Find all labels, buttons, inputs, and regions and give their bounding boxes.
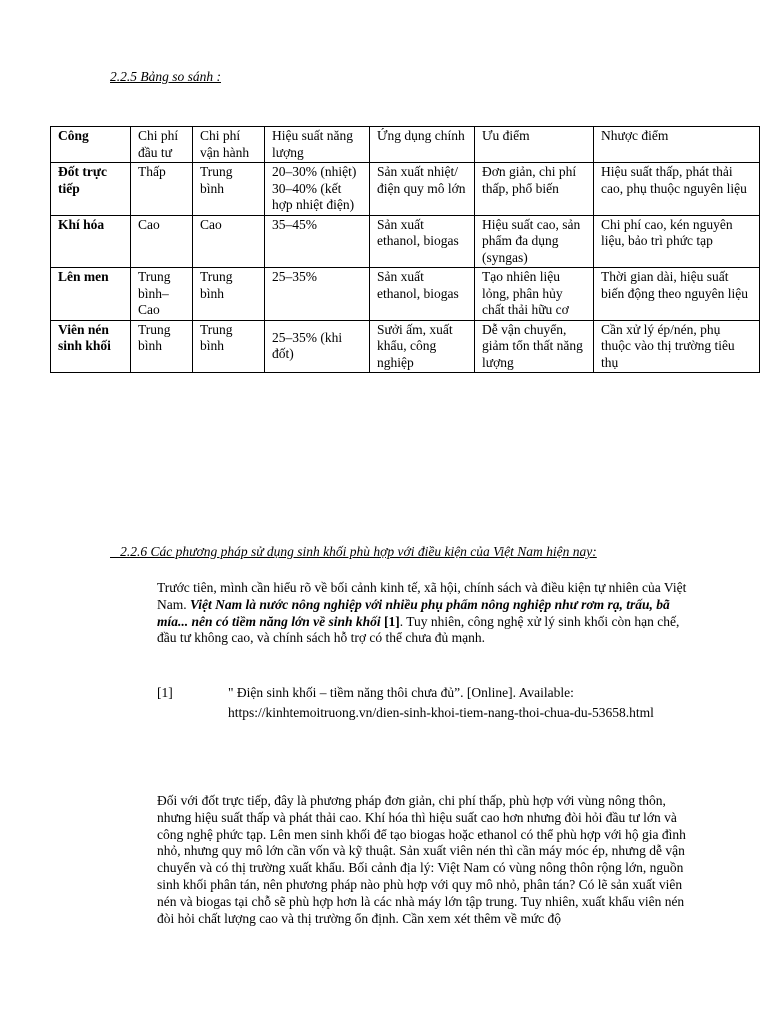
table-cell: Trung bình — [193, 268, 265, 321]
table-cell: Chi phí cao, kén nguyên liệu, bảo trì phức tạp — [594, 215, 760, 268]
section-heading-comparison: 2.2.5 Bảng so sánh : — [110, 69, 221, 84]
reference-text: " Điện sinh khối – tiềm năng thôi chưa đủ”. [Online]. Available: https://kinhtemoitruong.vn/dien-sinh-khoi-tiem-nang-thoi-chua-du-53658.html — [228, 685, 654, 720]
table-header-cell: Ứng dụng chính — [370, 127, 475, 163]
table-row — [51, 320, 760, 373]
table-cell: Sưởi ấm, xuất khẩu, công nghiệp — [370, 320, 475, 373]
table-cell: Đơn giản, chi phí thấp, phổ biến — [475, 163, 594, 216]
table-cell — [265, 163, 370, 216]
table-cell: Trung bình — [193, 163, 265, 216]
table-cell: Dễ vận chuyển, giảm tổn thất năng lượng — [475, 320, 594, 373]
table-header-cell: Nhược điểm — [594, 127, 760, 163]
paragraph-rest: . Tuy nhiên, công nghệ xử lý sinh khối còn hạn chế, đầu tư không cao, và chính sách hỗ trợ có thể chưa đủ mạnh. — [157, 613, 680, 646]
table-header-cell: Công — [51, 127, 131, 163]
table-cell: Hiệu suất cao, sản phẩm đa dụng (syngas) — [475, 215, 594, 268]
row-label: Viên nén sinh khối — [51, 320, 131, 373]
efficiency-line: 30–40% (kết hợp nhiệt điện) — [272, 180, 355, 212]
paragraph-emphasis: Việt Nam là nước nông nghiệp với nhiều phụ phẩm nông nghiệp như rơm rạ, trấu, bã mía... nên có tiềm năng lớn về sinh khối — [157, 596, 670, 629]
row-label: Lên men — [51, 268, 131, 321]
reference-number: [1] — [157, 685, 173, 700]
efficiency-line: 20–30% (nhiệt) — [272, 164, 357, 179]
table-header-cell: Chi phí vận hành — [193, 127, 265, 163]
table-cell: Thấp — [131, 163, 193, 216]
table-cell: Tạo nhiên liệu lỏng, phân hủy chất thải hữu cơ — [475, 268, 594, 321]
section-heading-methods: 2.2.6 Các phương pháp sử dụng sinh khối phù hợp với điều kiện của Việt Nam hiện nay: — [110, 544, 597, 559]
table-header-cell: Chi phí đầu tư — [131, 127, 193, 163]
table-header-cell: Hiệu suất năng lượng — [265, 127, 370, 163]
table-row — [51, 163, 760, 216]
table-cell: Cần xử lý ép/nén, phụ thuộc vào thị trường tiêu thụ — [594, 320, 760, 373]
comparison-table — [50, 126, 760, 373]
table-cell: 25–35% — [265, 268, 370, 321]
table-cell: Cao — [193, 215, 265, 268]
table-cell: Trung bình — [131, 320, 193, 373]
row-label: Khí hóa — [51, 215, 131, 268]
table-cell: Sản xuất nhiệt/điện quy mô lớn — [370, 163, 475, 216]
citation-link: [1] — [380, 613, 400, 629]
table-row — [51, 268, 760, 321]
context-paragraph — [157, 580, 702, 647]
table-cell: Cao — [131, 215, 193, 268]
table-row — [51, 215, 760, 268]
table-cell: Trung bình — [193, 320, 265, 373]
table-cell: Thời gian dài, hiệu suất biến động theo nguyên liệu — [594, 268, 760, 321]
table-cell: Hiệu suất thấp, phát thải cao, phụ thuộc nguyên liệu — [594, 163, 760, 216]
table-cell: Trung bình–Cao — [131, 268, 193, 321]
paragraph-intro: Trước tiên, mình cần hiểu rõ về bối cảnh kinh tế, xã hội, chính sách và điều kiện tự nhiên của Việt Nam. — [157, 580, 687, 612]
table-cell: 35–45% — [265, 215, 370, 268]
table-cell: 25–35% (khi đốt) — [265, 320, 370, 373]
table-cell: Sản xuất ethanol, biogas — [370, 268, 475, 321]
row-label: Đốt trực tiếp — [51, 163, 131, 216]
table-header-cell: Ưu điểm — [475, 127, 594, 163]
analysis-paragraph: Đối với đốt trực tiếp, đây là phương pháp đơn giản, chi phí thấp, phù hợp với vùng nông thôn, nhưng hiệu suất thấp và phát thải cao. Khí hóa thì hiệu suất cao hơn nhưng đòi hỏi đầu tư lớn và công nghệ phức tạp. Lên men sinh khối để tạo biogas hoặc ethanol có thể phù hợp với hộ gia đình nhỏ, nhưng quy mô lớn cần vốn và kỹ thuật. Sản xuất viên nén thì cần máy móc ép, nhưng dễ vận chuyển và có thị trường xuất khẩu. Bối cảnh địa lý: Việt Nam có vùng nông thôn rộng lớn, nguồn sinh khối phân tán, nên phương pháp nào phù hợp với quy mô nhỏ, phân tán? Có lẽ sản xuất viên nén và biogas tại chỗ sẽ phù hợp hơn là các nhà máy lớn tập trung. Tuy nhiên, xuất khẩu viên nén đòi hỏi chất lượng cao và thị trường ổn định. Cần xem xét thêm về mức độ — [157, 793, 686, 926]
table-header-row — [51, 127, 760, 163]
table-cell: Sản xuất ethanol, biogas — [370, 215, 475, 268]
